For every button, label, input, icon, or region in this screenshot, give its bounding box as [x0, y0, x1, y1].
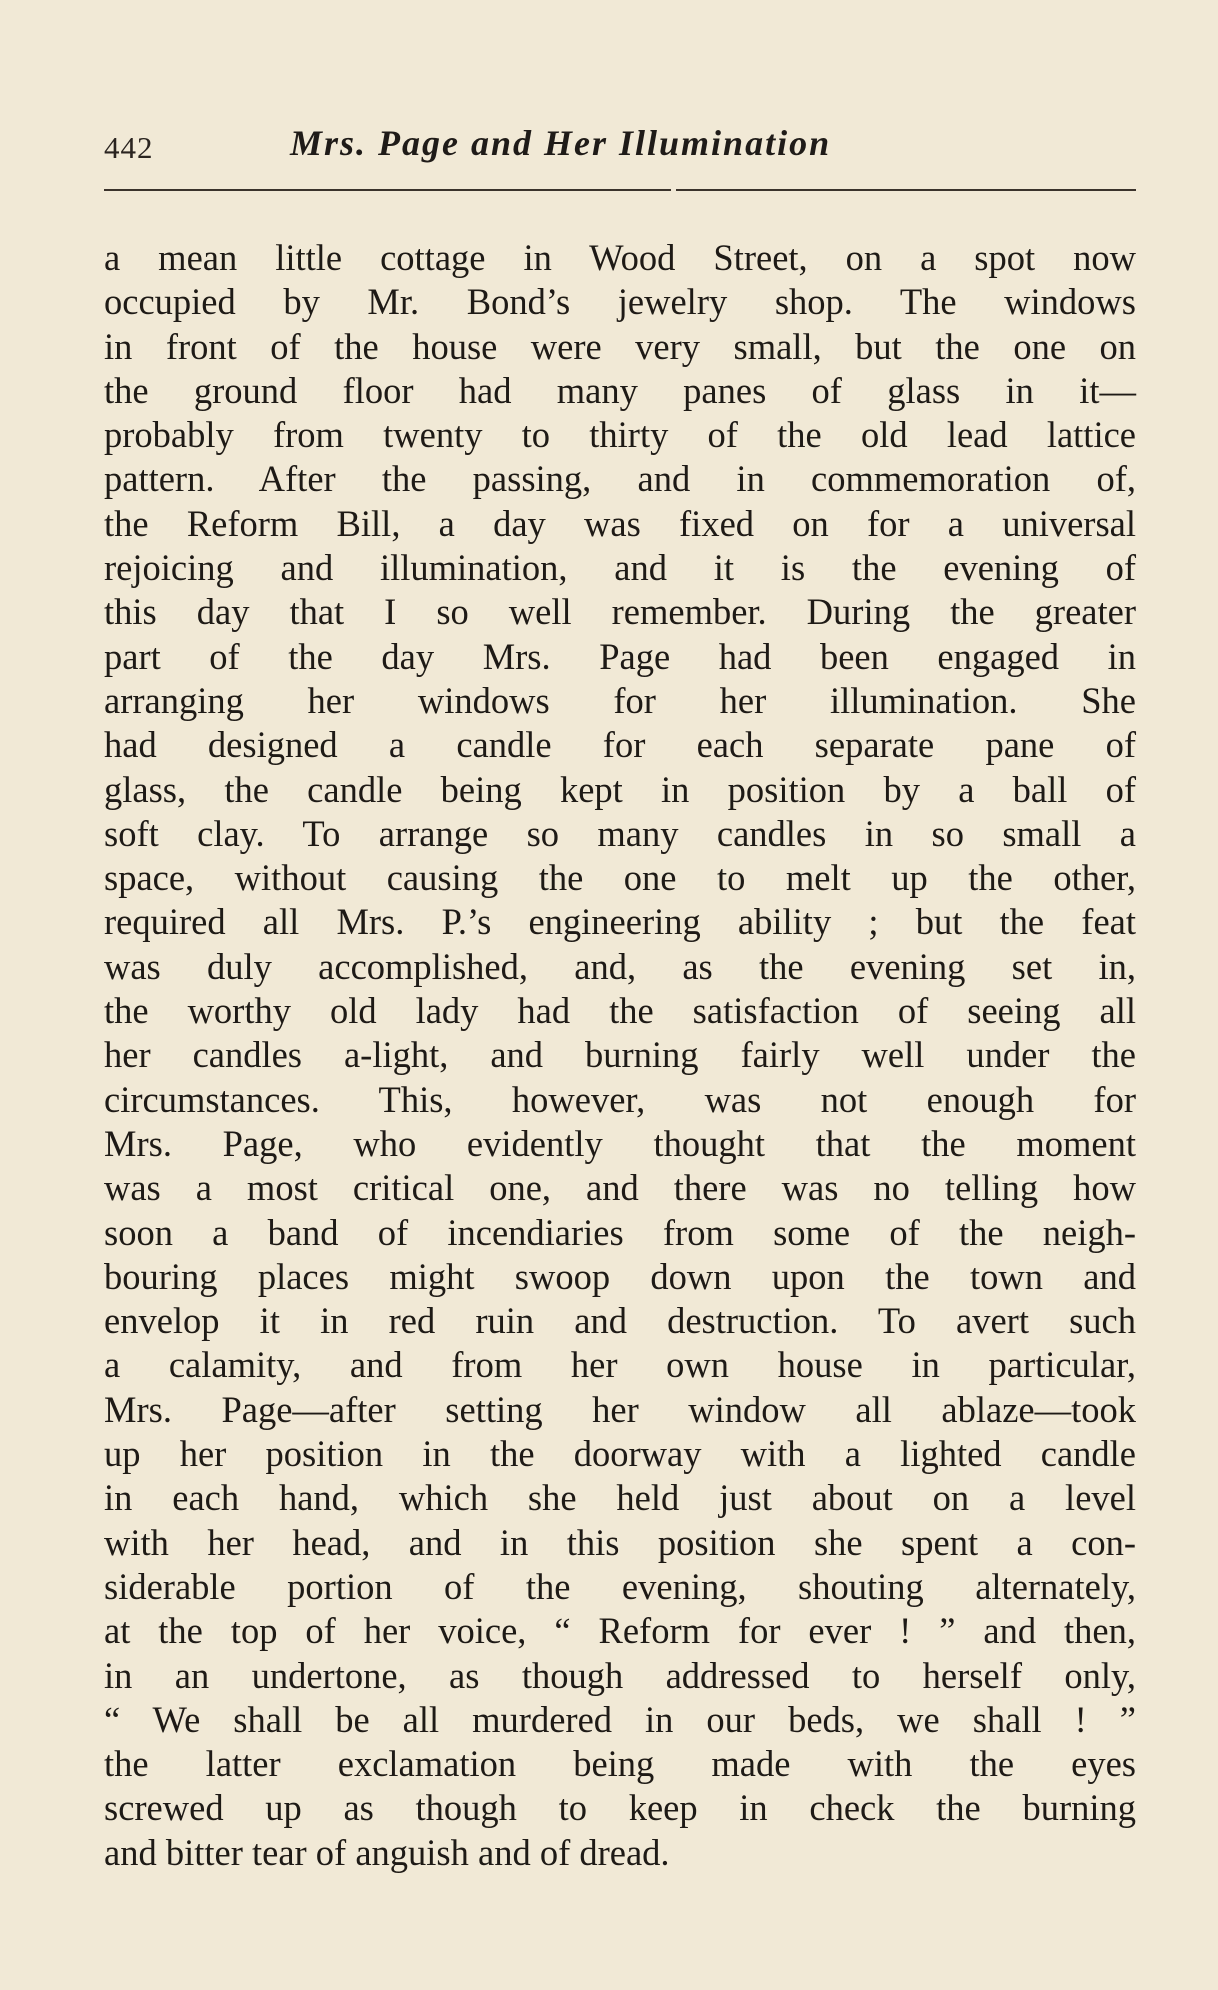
text-line: envelop it in red ruin and destruction. To avert such	[104, 1300, 1136, 1342]
running-head	[104, 118, 1136, 178]
text-line: siderable portion of the evening, shouting alternately,	[104, 1565, 1136, 1607]
text-line: screwed up as though to keep in check the burning	[104, 1787, 1136, 1829]
text-line: with her head, and in this position she spent a con-	[104, 1521, 1136, 1563]
text-line: in front of the house were very small, but the one on	[104, 325, 1136, 367]
text-line: in an undertone, as though addressed to herself only,	[104, 1654, 1136, 1696]
page-number: 442	[104, 130, 154, 165]
text-line: the latter exclamation being made with the eyes	[104, 1743, 1136, 1785]
text-line: Mrs. Page—after setting her window all ablaze—took	[104, 1388, 1136, 1430]
text-line: soon a band of incendiaries from some of the neigh-	[104, 1211, 1136, 1253]
text-line: soft clay. To arrange so many candles in so small a	[104, 812, 1136, 854]
text-line: was a most critical one, and there was no telling how	[104, 1167, 1136, 1209]
text-line: the Reform Bill, a day was fixed on for a universal	[104, 502, 1136, 544]
text-line: was duly accomplished, and, as the evening set in,	[104, 945, 1136, 987]
text-line: Mrs. Page, who evidently thought that the moment	[104, 1122, 1136, 1164]
text-line: bouring places might swoop down upon the town and	[104, 1255, 1136, 1297]
text-line: probably from twenty to thirty of the old lead lattice	[104, 414, 1136, 456]
text-line: required all Mrs. P.’s engineering ability ; but the feat	[104, 901, 1136, 943]
text-line: a calamity, and from her own house in particular,	[104, 1344, 1136, 1386]
text-line: in each hand, which she held just about on a level	[104, 1477, 1136, 1519]
body-paragraph	[104, 236, 1136, 1875]
text-line: “ We shall be all murdered in our beds, we shall ! ”	[104, 1698, 1136, 1740]
text-line: pattern. After the passing, and in commemoration of,	[104, 458, 1136, 500]
text-line: a mean little cottage in Wood Street, on a spot now	[104, 237, 1136, 278]
text-line: had designed a candle for each separate pane of	[104, 724, 1136, 766]
text-line: and bitter tear of anguish and of dread.	[104, 1831, 670, 1873]
text-line: at the top of her voice, “ Reform for ever ! ” and then,	[104, 1610, 1136, 1652]
text-line: space, without causing the one to melt up the other,	[104, 857, 1136, 899]
text-line: this day that I so well remember. During the greater	[104, 591, 1136, 633]
text-line: rejoicing and illumination, and it is the evening of	[104, 547, 1136, 589]
text-line: glass, the candle being kept in position by a ball of	[104, 768, 1136, 810]
text-line: her candles a-light, and burning fairly well under the	[104, 1034, 1136, 1076]
text-line: circumstances. This, however, was not enough for	[104, 1078, 1136, 1120]
running-title: Mrs. Page and Her Illumination	[290, 123, 832, 163]
text-line: part of the day Mrs. Page had been engaged in	[104, 635, 1136, 677]
text-line: the ground floor had many panes of glass in it—	[104, 369, 1136, 411]
text-line: arranging her windows for her illumination. She	[104, 679, 1136, 721]
text-line: up her position in the doorway with a lighted candle	[104, 1433, 1136, 1475]
text-line: occupied by Mr. Bond’s jewelry shop. The windows	[104, 281, 1136, 323]
header-rule-right	[676, 189, 1136, 191]
text-line: the worthy old lady had the satisfaction of seeing all	[104, 990, 1136, 1032]
header-rule-left	[104, 189, 671, 191]
